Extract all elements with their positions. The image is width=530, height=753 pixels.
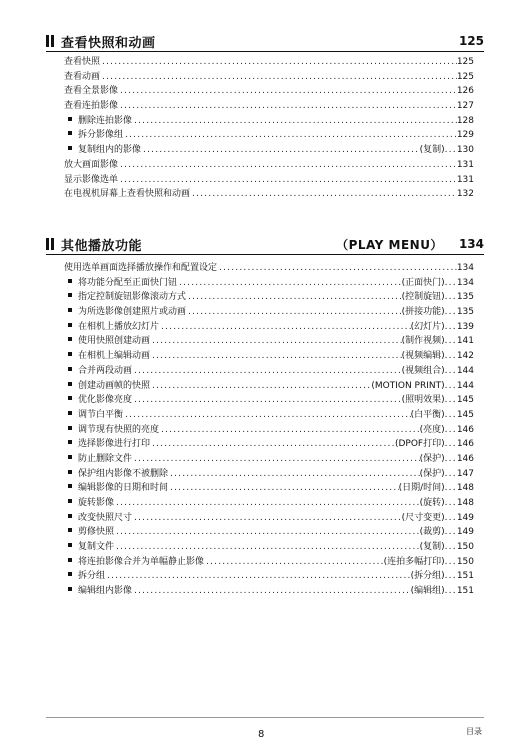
section-divider — [46, 254, 484, 255]
toc-entry[interactable] — [64, 158, 474, 173]
dot-leader — [150, 437, 395, 452]
toc-entry-page: 129 — [456, 130, 474, 141]
toc-entry-page: 145 — [456, 409, 474, 420]
toc-entry-menu-name: (旋转) — [419, 498, 445, 508]
toc-entry-label: 查看动画 — [64, 71, 101, 82]
bullet-icon — [68, 572, 72, 576]
toc-entry-page: 147 — [456, 468, 474, 479]
dot-leader — [159, 320, 411, 335]
section-page-number: 125 — [458, 34, 484, 48]
bullet-icon — [68, 279, 72, 283]
bullet-icon — [68, 146, 72, 150]
toc-entry-page: 151 — [456, 586, 474, 597]
toc-entry[interactable] — [64, 187, 474, 202]
dot-leader — [114, 540, 420, 555]
toc-entry-label: 复制文件 — [78, 542, 115, 553]
dot-leader: ... — [444, 277, 457, 288]
toc-entry-page: 126 — [456, 86, 474, 97]
bullet-icon — [68, 131, 72, 135]
dot-leader — [190, 187, 457, 202]
dot-leader — [105, 569, 411, 584]
section-divider — [46, 51, 484, 52]
toc-entry-label: 创建动画帧的快照 — [78, 380, 151, 391]
toc-entry-menu-name: (照明效果) — [401, 395, 445, 406]
toc-entry[interactable] — [64, 114, 474, 129]
dot-leader: ... — [444, 307, 457, 318]
dot-leader — [132, 584, 411, 599]
toc-entry-label: 使用选单画面选择播放操作和配置设定 — [64, 263, 218, 273]
toc-entry-menu-name: (保护) — [419, 468, 445, 479]
bullet-icon — [68, 352, 72, 356]
dot-leader — [150, 349, 402, 364]
toc-entry[interactable] — [64, 349, 474, 364]
toc-entry-page: 128 — [456, 115, 474, 126]
toc-entry[interactable] — [64, 334, 474, 349]
toc-entry-label: 改变快照尺寸 — [78, 512, 133, 523]
bullet-icon — [68, 323, 72, 327]
toc-entry[interactable] — [64, 467, 474, 482]
bullet-icon — [68, 499, 72, 503]
toc-entry-page: 135 — [456, 307, 474, 318]
toc-entry-label: 指定控制旋钮影像滚动方式 — [78, 292, 187, 303]
toc-entry-page: 146 — [456, 424, 474, 435]
dot-leader: ... — [444, 512, 457, 523]
section-title: 其他播放功能 — [61, 238, 143, 254]
dot-leader — [159, 423, 420, 438]
dot-leader: ... — [444, 145, 457, 156]
dot-leader: ... — [444, 292, 457, 303]
toc-entry-page: 145 — [456, 395, 474, 406]
toc-entry-page: 131 — [456, 159, 474, 170]
dot-leader — [186, 290, 402, 305]
toc-entry-label: 复制组内的影像 — [78, 145, 142, 156]
bullet-icon — [68, 293, 72, 297]
toc-entry-menu-name: (复制) — [419, 542, 445, 553]
dot-leader — [118, 84, 457, 99]
toc-entry-label: 拆分组 — [78, 571, 106, 582]
toc-entry[interactable] — [64, 569, 474, 584]
toc-entry-page: 144 — [456, 365, 474, 376]
bullet-icon — [68, 543, 72, 547]
toc-entry-label: 调节白平衡 — [78, 409, 124, 420]
footer-divider — [46, 717, 484, 718]
toc-entry-label: 编辑影像的日期和时间 — [78, 483, 169, 494]
dot-leader — [217, 261, 457, 276]
toc-entry-page: 125 — [456, 71, 474, 82]
toc-entry-menu-name: (控制旋钮) — [401, 292, 445, 303]
bullet-icon — [68, 308, 72, 312]
dot-leader — [132, 511, 402, 526]
section-header-2 — [46, 233, 484, 255]
toc-entry-label: 放大画面影像 — [64, 159, 119, 170]
toc-entry[interactable] — [64, 276, 474, 291]
toc-entry-page: 150 — [456, 542, 474, 553]
footer-page-number: 8 — [258, 729, 265, 740]
toc-entry-label: 旋转影像 — [78, 498, 115, 508]
toc-entry[interactable] — [64, 99, 474, 114]
dot-leader — [150, 334, 402, 349]
section-title: 查看快照和动画 — [61, 35, 156, 51]
bullet-icon — [68, 411, 72, 415]
toc-entry-page: 142 — [456, 351, 474, 362]
dot-leader — [114, 525, 420, 540]
toc-entry-menu-name: (视频编辑) — [401, 351, 445, 362]
toc-entry-label: 查看快照 — [64, 57, 101, 67]
toc-entry-menu-name: (视频组合) — [401, 365, 445, 376]
dot-leader: ... — [444, 556, 457, 567]
toc-entry-label: 显示影像选单 — [64, 174, 119, 185]
toc-entry-label: 删除连拍影像 — [78, 115, 133, 126]
toc-entry-label: 为所选影像创建照片或动画 — [78, 307, 187, 318]
toc-entry[interactable] — [64, 525, 474, 540]
toc-entry[interactable] — [64, 364, 474, 379]
toc-entry-page: 149 — [456, 527, 474, 538]
toc-entry-page: 130 — [456, 145, 474, 156]
toc-entry[interactable] — [64, 540, 474, 555]
dot-leader — [132, 364, 402, 379]
dot-leader: ... — [444, 468, 457, 479]
dot-leader — [123, 408, 411, 423]
toc-entry[interactable] — [64, 393, 474, 408]
bullet-icon — [68, 528, 72, 532]
toc-entry-page: 146 — [456, 439, 474, 450]
bullet-icon — [68, 337, 72, 341]
bullet-icon — [68, 117, 72, 121]
toc-entry[interactable] — [64, 452, 474, 467]
toc-entry[interactable] — [64, 70, 474, 85]
toc-entry-page: 148 — [456, 483, 474, 494]
toc-entry-label: 剪修快照 — [78, 527, 115, 538]
toc-entry[interactable] — [64, 511, 474, 526]
dot-leader: ... — [444, 395, 457, 406]
toc-entry-menu-name: (尺寸变更) — [401, 512, 445, 523]
toc-entry-menu-name: (拼接功能) — [401, 307, 445, 318]
dot-leader: ... — [444, 439, 457, 450]
toc-entry-label: 优化影像亮度 — [78, 395, 133, 406]
dot-leader: ... — [444, 586, 457, 597]
dot-leader — [132, 393, 402, 408]
toc-entry-page: 151 — [456, 571, 474, 582]
bullet-icon — [68, 440, 72, 444]
toc-entry-menu-name: (MOTION PRINT) — [371, 380, 445, 391]
toc-entry-menu-name: (幻灯片) — [410, 321, 445, 332]
section-marker-icon — [46, 238, 54, 250]
dot-leader: ... — [444, 424, 457, 435]
dot-leader — [177, 276, 402, 291]
toc-entry-page: 134 — [456, 277, 474, 288]
toc-entry[interactable] — [64, 84, 474, 99]
section-page-number: 134 — [458, 237, 484, 251]
bullet-icon — [68, 558, 72, 562]
toc-entry-label: 将功能分配至正面快门钮 — [78, 277, 178, 288]
toc-entry[interactable] — [64, 143, 474, 158]
dot-leader: ... — [444, 409, 457, 420]
toc-entry[interactable] — [64, 173, 474, 188]
bullet-icon — [68, 382, 72, 386]
toc-entry-label: 编辑组内影像 — [78, 586, 133, 597]
toc-entry-page: 149 — [456, 512, 474, 523]
footer-contents-link[interactable]: 目录 — [466, 727, 482, 736]
toc-entry[interactable] — [64, 481, 474, 496]
dot-leader: ... — [444, 498, 457, 508]
dot-leader — [123, 128, 457, 143]
toc-entry-menu-name: (拆分组) — [410, 571, 445, 582]
toc-entry-page: 146 — [456, 453, 474, 464]
dot-leader — [168, 467, 420, 482]
bullet-icon — [68, 484, 72, 488]
section-header-1 — [46, 30, 484, 52]
dot-leader — [114, 496, 420, 511]
dot-leader — [118, 158, 457, 173]
bullet-icon — [68, 470, 72, 474]
toc-entry-menu-name: (DPOF打印) — [394, 439, 445, 450]
dot-leader: ... — [444, 571, 457, 582]
dot-leader: ... — [444, 321, 457, 332]
toc-entry-label: 保护组内影像不被删除 — [78, 468, 169, 479]
dot-leader: ... — [444, 365, 457, 376]
toc-entry-label: 查看连拍影像 — [64, 101, 119, 112]
toc-entry[interactable] — [64, 423, 474, 438]
toc-entry-menu-name: (编辑组) — [410, 586, 445, 597]
toc-entry-label: 防止删除文件 — [78, 453, 133, 464]
toc-entry[interactable] — [64, 55, 474, 70]
toc-list-1 — [64, 55, 474, 202]
toc-entry-label: 选择影像进行打印 — [78, 439, 151, 450]
dot-leader: ... — [444, 542, 457, 553]
dot-leader — [168, 481, 399, 496]
toc-entry-menu-name: (日期/时间) — [398, 483, 445, 494]
dot-leader — [132, 114, 457, 129]
section-marker-icon — [46, 35, 54, 47]
dot-leader — [141, 143, 420, 158]
bullet-icon — [68, 455, 72, 459]
toc-entry-page: 139 — [456, 321, 474, 332]
dot-leader: ... — [444, 527, 457, 538]
dot-leader — [118, 173, 457, 188]
toc-entry-label: 在电视机屏幕上查看快照和动画 — [64, 189, 191, 200]
toc-entry-page: 144 — [456, 380, 474, 391]
bullet-icon — [68, 426, 72, 430]
toc-entry-page: 141 — [456, 336, 474, 347]
toc-entry-page: 132 — [456, 189, 474, 200]
dot-leader — [118, 99, 457, 114]
dot-leader: ... — [444, 380, 457, 391]
toc-entry-page: 125 — [456, 57, 474, 67]
toc-entry[interactable] — [64, 128, 474, 143]
dot-leader — [100, 55, 457, 70]
bullet-icon — [68, 396, 72, 400]
toc-entry-menu-name: (保护) — [419, 453, 445, 464]
toc-entry-page: 135 — [456, 292, 474, 303]
bullet-icon — [68, 367, 72, 371]
toc-entry[interactable] — [64, 437, 474, 452]
section-subtitle: （PLAY MENU） — [336, 237, 443, 252]
dot-leader — [204, 555, 384, 570]
dot-leader — [150, 379, 371, 394]
dot-leader — [186, 305, 402, 320]
dot-leader — [100, 70, 457, 85]
toc-entry-label: 使用快照创建动画 — [78, 336, 151, 347]
toc-entry-label: 查看全景影像 — [64, 86, 119, 97]
bullet-icon — [68, 514, 72, 518]
toc-entry-page: 150 — [456, 556, 474, 567]
toc-entry-menu-name: (制作视频) — [401, 336, 445, 347]
toc-entry-menu-name: (连拍多幅打印) — [383, 556, 445, 567]
toc-entry-page: 148 — [456, 498, 474, 508]
toc-entry[interactable] — [64, 496, 474, 511]
bullet-icon — [68, 587, 72, 591]
toc-entry-menu-name: (裁剪) — [419, 527, 445, 538]
toc-entry[interactable] — [64, 320, 474, 335]
toc-entry-label: 合并两段动画 — [78, 365, 133, 376]
dot-leader: ... — [444, 336, 457, 347]
toc-entry-label: 在相机上播放幻灯片 — [78, 321, 160, 332]
toc-entry-label: 调节现有快照的亮度 — [78, 424, 160, 435]
dot-leader: ... — [444, 351, 457, 362]
toc-entry-page: 127 — [456, 101, 474, 112]
toc-entry-menu-name: (白平衡) — [410, 409, 445, 420]
dot-leader: ... — [444, 453, 457, 464]
toc-entry-menu-name: (亮度) — [419, 424, 445, 435]
toc-entry-menu-name: (正面快门) — [401, 277, 445, 288]
toc-entry-label: 在相机上编辑动画 — [78, 351, 151, 362]
dot-leader: ... — [444, 483, 457, 494]
toc-entry[interactable] — [64, 379, 474, 394]
toc-entry[interactable] — [64, 408, 474, 423]
toc-entry[interactable] — [64, 584, 474, 599]
toc-entry-label: 将连拍影像合并为单幅静止影像 — [78, 556, 205, 567]
toc-list-2 — [64, 261, 474, 599]
toc-entry-label: 拆分影像组 — [78, 130, 124, 141]
toc-entry-page: 134 — [456, 263, 474, 273]
toc-entry-menu-name: (复制) — [419, 145, 445, 156]
toc-entry[interactable] — [64, 261, 474, 276]
toc-entry-page: 131 — [456, 174, 474, 185]
toc-entry[interactable] — [64, 290, 474, 305]
dot-leader — [132, 452, 420, 467]
toc-entry[interactable] — [64, 305, 474, 320]
toc-entry[interactable] — [64, 555, 474, 570]
